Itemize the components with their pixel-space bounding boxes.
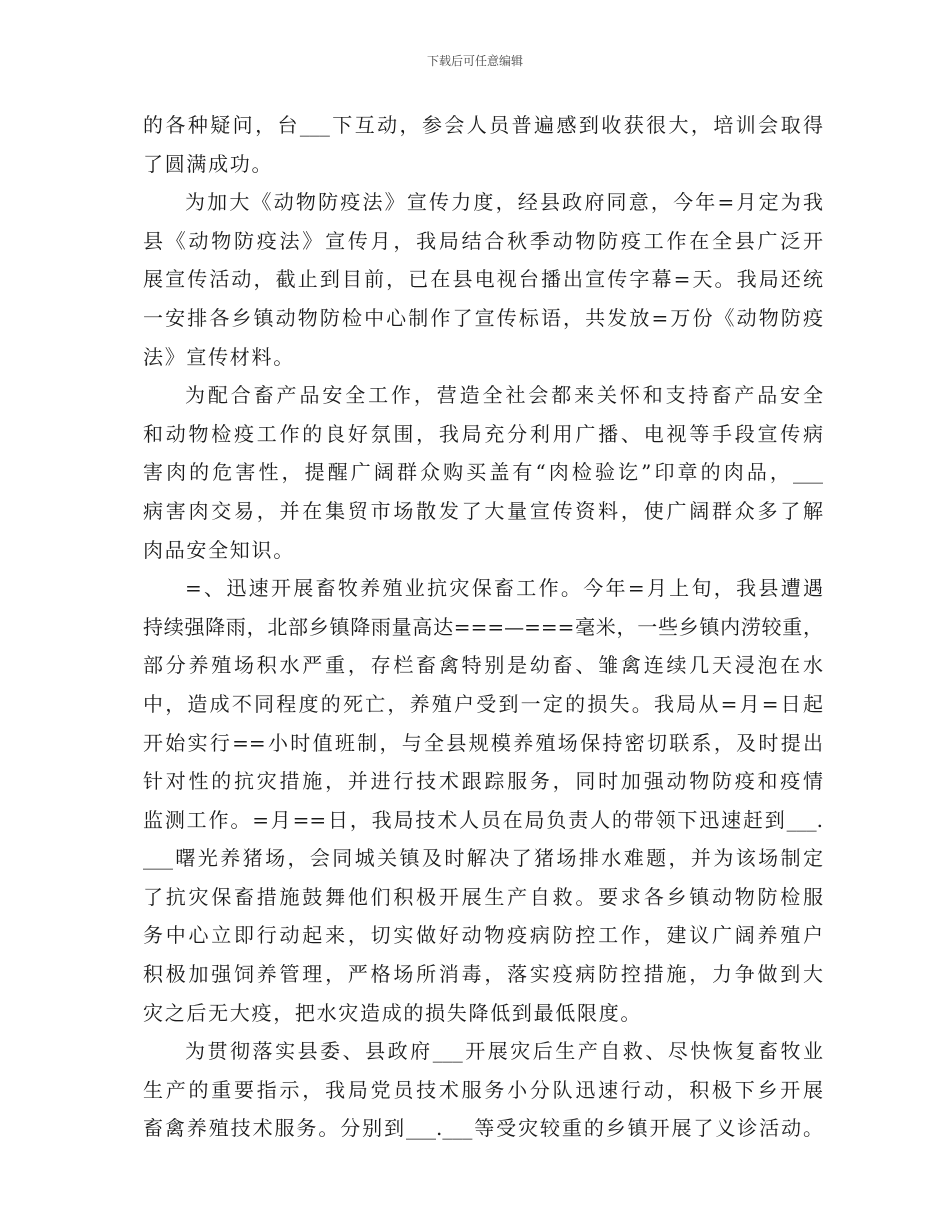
text-line: 病害肉交易，并在集贸市场散发了大量宣传资料，使广阔群众多了解 xyxy=(143,498,823,523)
text-line: =、迅速开展畜牧养殖业抗灾保畜工作。今年=月上旬，我县遭遇 xyxy=(185,576,823,601)
text-line: 针对性的抗灾措施，并进行技术跟踪服务，同时加强动物防疫和疫情 xyxy=(143,769,823,794)
text-line: 部分养殖场积水严重，存栏畜禽特别是幼畜、雏禽连续几天浸泡在水 xyxy=(143,653,823,678)
text-line: 监测工作。=月==日，我局技术人员在局负责人的带领下迅速赶到___. xyxy=(143,807,823,832)
text-line: 县《动物防疫法》宣传月，我局结合秋季动物防疫工作在全县广泛开 xyxy=(143,228,823,253)
text-line: 了抗灾保畜措施鼓舞他们积极开展生产自救。要求各乡镇动物防检服 xyxy=(143,884,823,909)
text-line: 为配合畜产品安全工作，营造全社会都来关怀和支持畜产品安全 xyxy=(185,383,823,408)
text-line: ___曙光养猪场，会同城关镇及时解决了猪场排水难题，并为该场制定 xyxy=(143,846,823,871)
text-line: 畜禽养殖技术服务。分别到___.___等受灾较重的乡镇开展了义诊活动。 xyxy=(143,1116,823,1141)
text-line: 一安排各乡镇动物防检中心制作了宣传标语，共发放=万份《动物防疫 xyxy=(143,305,823,330)
text-line: 持续强降雨，北部乡镇降雨量高达===—===毫米，一些乡镇内涝较重， xyxy=(143,614,823,639)
text-line: 和动物检疫工作的良好氛围，我局充分利用广播、电视等手段宣传病 xyxy=(143,421,823,446)
text-line: 展宣传活动，截止到目前，已在县电视台播出宣传字幕=天。我局还统 xyxy=(143,267,823,292)
text-line: 害肉的危害性，提醒广阔群众购买盖有“肉检验讫”印章的肉品，___ xyxy=(143,460,823,485)
text-line: 的各种疑问，台___下互动，参会人员普遍感到收获很大，培训会取得 xyxy=(143,113,823,137)
text-line: 务中心立即行动起来，切实做好动物疫病防控工作，建议广阔养殖户 xyxy=(143,923,823,948)
text-line: 中，造成不同程度的死亡，养殖户受到一定的损失。我局从=月=日起 xyxy=(143,691,823,716)
text-line: 法》宣传材料。 xyxy=(143,344,295,369)
text-line: 了圆满成功。 xyxy=(143,151,274,176)
text-line: 灾之后无大疫，把水灾造成的损失降低到最低限度。 xyxy=(143,1000,643,1025)
text-line: 积极加强饲养管理，严格场所消毒，落实疫病防控措施，力争做到大 xyxy=(143,962,823,987)
text-line: 生产的重要指示，我局党员技术服务小分队迅速行动，积极下乡开展 xyxy=(143,1077,823,1102)
document-body xyxy=(143,106,823,1148)
text-line: 开始实行==小时值班制，与全县规模养殖场保持密切联系，及时提出 xyxy=(143,730,823,755)
text-line: 为贯彻落实县委、县政府___开展灾后生产自救、尽快恢复畜牧业 xyxy=(185,1039,823,1064)
text-line: 为加大《动物防疫法》宣传力度，经县政府同意，今年=月定为我 xyxy=(185,190,823,215)
page-header: 下载后可任意编辑 xyxy=(426,54,523,68)
text-line: 肉品安全知识。 xyxy=(143,537,295,562)
